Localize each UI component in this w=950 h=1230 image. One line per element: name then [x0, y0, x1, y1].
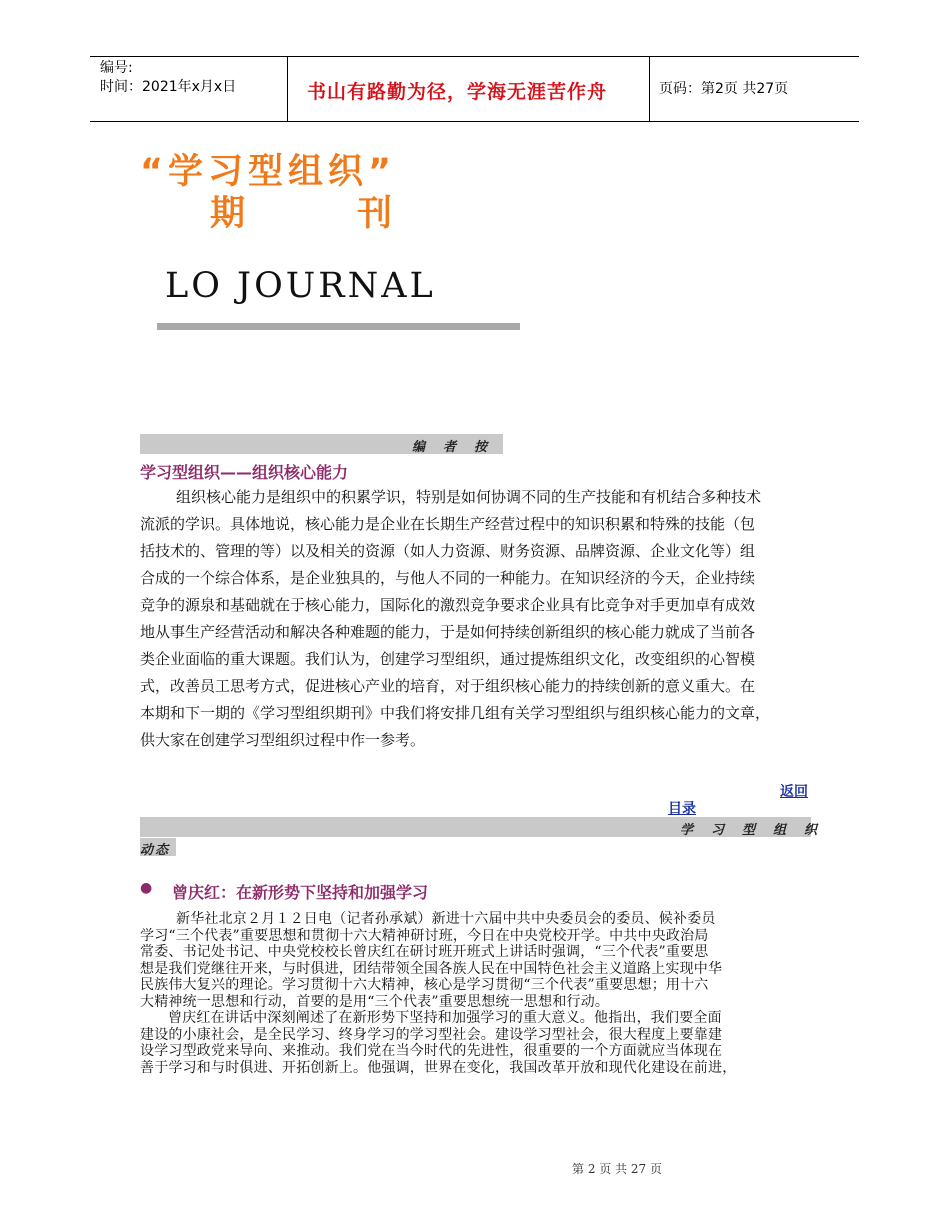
- article-line: 学习“三个代表”重要思想和贯彻十六大精神研讨班，今日在中央党校开学。中共中央政治局: [140, 927, 709, 944]
- return-link-contents[interactable]: 目录: [668, 801, 696, 817]
- article-line: 建设的小康社会，是全民学习、终身学习的学习型社会。建设学习型社会，很大程度上要靠建: [140, 1026, 723, 1043]
- title-underline-bar: [157, 323, 520, 330]
- journal-title-en: LO JOURNAL: [165, 266, 436, 306]
- body-line: 竞争的源泉和基础就在于核心能力，国际化的激烈竞争要求企业具有比竞争对手更加卓有成效: [140, 596, 756, 614]
- header-id-label: 编号:: [100, 60, 133, 76]
- article-line: 曾庆红在讲话中深刻阐述了在新形势下坚持和加强学习的重大意义。他指出，我们要全面: [168, 1010, 722, 1026]
- article-line: 新华社北京２月１２日电（记者孙承斌）新进十六届中共中央委员会的委员、候补委员: [176, 911, 716, 927]
- header-motto: 书山有路勤为径，学海无涯苦作舟: [307, 81, 608, 103]
- editor-note-label: 编者按: [412, 440, 506, 455]
- body-line: 合成的一个综合体系，是企业独具的，与他人不同的一种能力。在知识经济的今天，企业持续: [140, 569, 756, 587]
- editor-note-heading: 学习型组织——组织核心能力: [140, 463, 349, 482]
- header-page-info: 页码：第2页 共27页: [659, 81, 789, 97]
- header-divider-right: [649, 56, 650, 122]
- article-line: 设学习型政党来导向、来推动。我们党在当今时代的先进性，很重要的一个方面就应当体现在: [140, 1043, 723, 1059]
- article-line: 善于学习和与时俱进、开拓创新上。他强调，世界在变化，我国改革开放和现代化建设在前进，: [140, 1059, 737, 1076]
- article-body: [140, 911, 820, 1076]
- journal-title-cn-line2: 期 刊: [210, 194, 407, 234]
- article-line: 常委、书记处书记、中央党校校长曾庆红在研讨班开班式上讲话时强调，“三个代表”重要思: [140, 944, 709, 960]
- article-line: 大精神统一思想和行动，首要的是用“三个代表”重要思想统一思想和行动。: [140, 993, 610, 1010]
- body-line: 括技术的、管理的等）以及相关的资源（如人力资源、财务资源、品牌资源、企业文化等）组: [140, 542, 756, 560]
- journal-title-cn: “学习型组织”: [140, 152, 397, 192]
- body-line: 组织核心能力是组织中的积累学识，特别是如何协调不同的生产技能和有机结合多种技术: [176, 488, 762, 506]
- body-line: 式，改善员工思考方式，促进核心产业的培育，对于组织核心能力的持续创新的意义重大。在: [140, 677, 756, 695]
- return-link[interactable]: 返回: [780, 784, 808, 800]
- editor-note-body: [140, 484, 812, 754]
- dynamics-bar-label: 学习型组织: [680, 823, 836, 838]
- article-heading: 曾庆红：在新形势下坚持和加强学习: [172, 883, 429, 902]
- body-line: 地从事生产经营活动和解决各种难题的能力，于是如何持续创新组织的核心能力就成了当前各: [140, 623, 756, 641]
- article-line: 想是我们党继往开来，与时俱进，团结带领全国各族人民在中国特色社会主义道路上实现中华: [140, 960, 723, 977]
- dynamics-bar-label-cont: 动态: [140, 843, 171, 858]
- body-line: 供大家在创建学习型组织过程中作一参考。: [140, 731, 426, 749]
- header-time-label: 时间：2021年x月x日: [100, 79, 237, 95]
- page-footer: 第 2 页 共 27 页: [572, 1162, 662, 1176]
- header-bottom-rule: [90, 121, 859, 122]
- body-line: 类企业面临的重大课题。我们认为，创建学习型组织，通过提炼组织文化，改变组织的心智模: [140, 650, 756, 668]
- header-top-rule: [90, 56, 859, 57]
- bullet-icon: ●: [140, 880, 153, 896]
- header-divider-left: [287, 56, 288, 122]
- body-line: 流派的学识。具体地说，核心能力是企业在长期生产经营过程中的知识积累和特殊的技能（包: [140, 515, 756, 533]
- body-line: 本期和下一期的《学习型组织期刊》中我们将安排几组有关学习型组织与组织核心能力的文章，: [140, 704, 771, 722]
- article-line: 民族伟大复兴的理论。学习贯彻十六大精神，核心是学习贯彻“三个代表”重要思想；用十六: [140, 977, 709, 993]
